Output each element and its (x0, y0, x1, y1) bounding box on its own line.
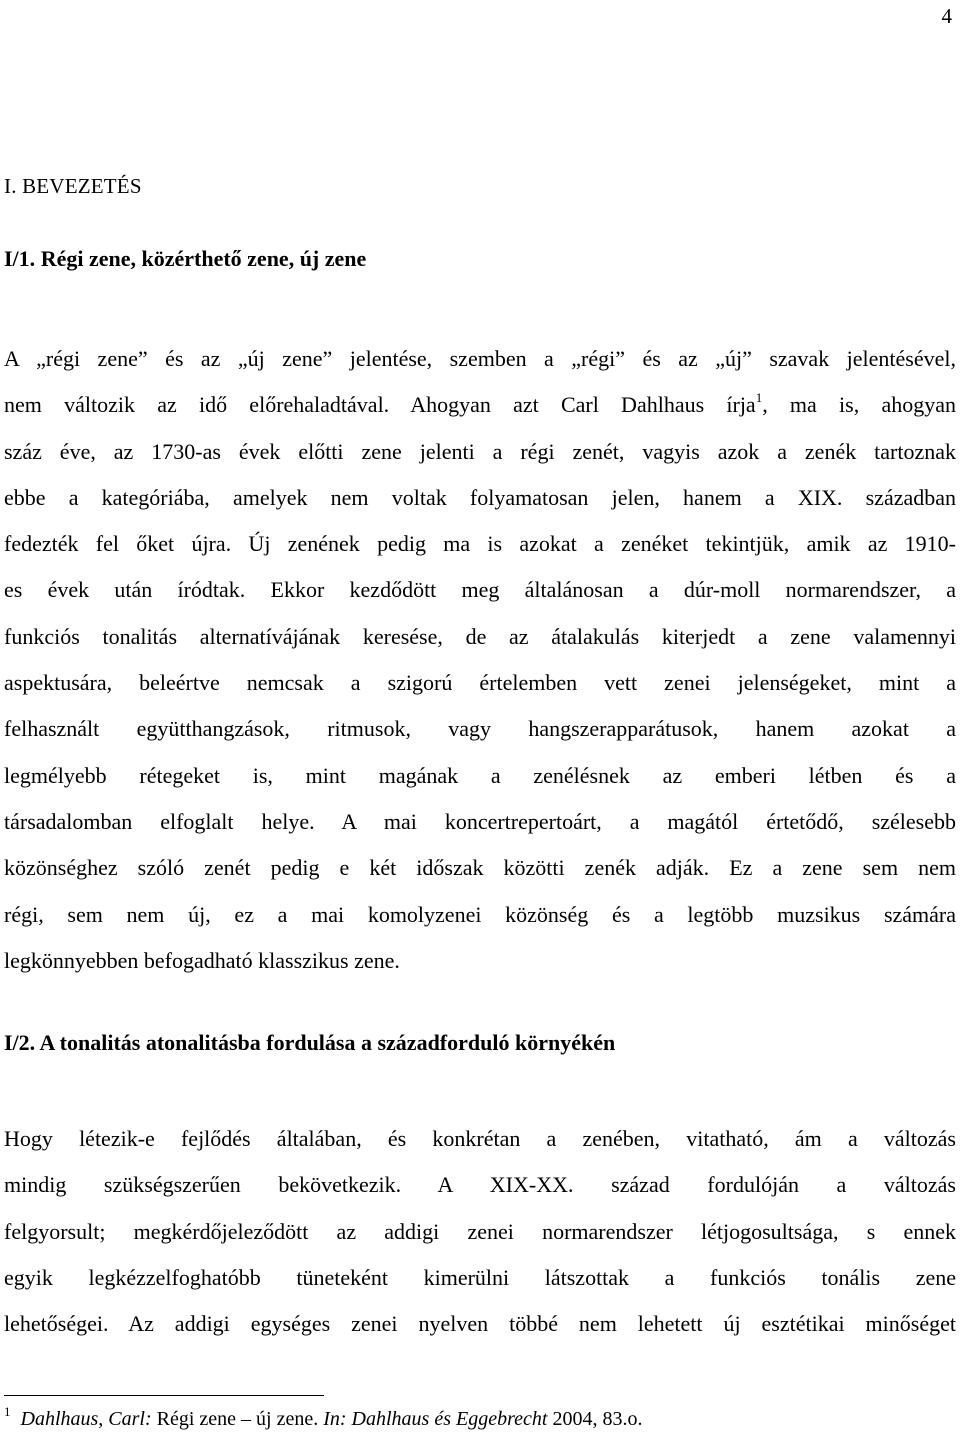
paragraph-line: száz éve, az 1730-as évek előtti zene jelenti a régi zenét, vagyis azok a zenék tartoznak (4, 438, 956, 464)
section-number: I/2. (4, 1030, 36, 1055)
paragraph-line: aspektusára, beleértve nemcsak a szigorú értelemben vett zenei jelenségeket, mint a (4, 670, 956, 696)
footnote-title: Régi zene – új zene. (156, 1408, 319, 1430)
paragraph-line: legmélyebb rétegeket is, mint magának a zenélésnek az emberi létben és a (4, 762, 956, 788)
footnote-reference[interactable]: 1 (755, 390, 763, 406)
paragraph-line: ebbe a kategóriába, amelyek nem voltak folyamatosan jelen, hanem a XIX. században (4, 484, 956, 510)
paragraph-line: felgyorsult; megkérdőjeleződött az addigi zenei normarendszer létjogosultsága, s ennek (4, 1218, 956, 1244)
paragraph-line: funkciós tonalitás alternatívájának keresése, de az átalakulás kiterjedt a zene valamennyi (4, 623, 956, 649)
paragraph-line: felhasznált együtthangzások, ritmusok, vagy hangszerapparátusok, hanem azokat a (4, 716, 956, 742)
paragraph-line: Hogy létezik-e fejlődés általában, és konkrétan a zenében, vitatható, ám a változás (4, 1126, 956, 1151)
paragraph-2 (4, 1116, 956, 1347)
line-text: nem változik az idő előrehaladtával. Ahogyan azt Carl Dahlhaus írja (4, 392, 756, 418)
paragraph-line: A „régi zene” és az „új zene” jelentése, szemben a „régi” és az „új” szavak jelentésével, (4, 346, 956, 371)
section-title: Régi zene, közérthető zene, új zene (40, 246, 367, 271)
paragraph-line: legkönnyebben befogadható klasszikus zene. (4, 947, 400, 973)
section-heading-1 (4, 246, 366, 272)
chapter-title: I. BEVEZETÉS (4, 174, 142, 198)
paragraph-line: lehetőségei. Az addigi egységes zenei nyelven többé nem lehetett új esztétikai minőséget (4, 1311, 956, 1337)
footnote-in: In: (323, 1408, 347, 1430)
section-heading-2 (4, 1030, 615, 1056)
page-number: 4 (941, 4, 952, 28)
paragraph-line: es évek után íródtak. Ekkor kezdődött meg általánosan a dúr-moll normarendszer, a (4, 577, 956, 603)
paragraph-line (4, 382, 956, 428)
footnote-ref: 2004, 83.o. (552, 1408, 643, 1430)
paragraph-line: társadalomban elfoglalt helye. A mai koncertrepertoárt, a magától értetődő, szélesebb (4, 808, 956, 834)
paragraph-line: közönséghez szóló zenét pedig e két időszak közötti zenék adják. Ez a zene sem nem (4, 855, 956, 881)
footnote-author: Dahlhaus, Carl: (20, 1408, 152, 1430)
line-text: , ma is, ahogyan (762, 392, 956, 418)
section-number: I/1. (4, 246, 36, 271)
section-title: A tonalitás atonalitásba fordulása a századforduló környékén (39, 1030, 616, 1055)
paragraph-line: egyik legkézzelfoghatóbb tüneteként kimerülni látszottak a funkciós tonális zene (4, 1264, 956, 1290)
paragraph-line: régi, sem nem új, ez a mai komolyzenei közönség és a legtöbb muzsikus számára (4, 901, 956, 927)
paragraph-line: mindig szükségszerűen bekövetkezik. A XIX-XX. század fordulóján a változás (4, 1172, 956, 1198)
footnote-divider (4, 1395, 324, 1396)
paragraph-1 (4, 336, 956, 984)
paragraph-line: fedezték fel őket újra. Új zenének pedig ma is azokat a zenéket tekintjük, amik az 1910- (4, 531, 956, 557)
footnote-mark: 1 (4, 1404, 11, 1419)
footnote-source: Dahlhaus és Eggebrecht (351, 1408, 548, 1430)
footnote (4, 1404, 642, 1431)
